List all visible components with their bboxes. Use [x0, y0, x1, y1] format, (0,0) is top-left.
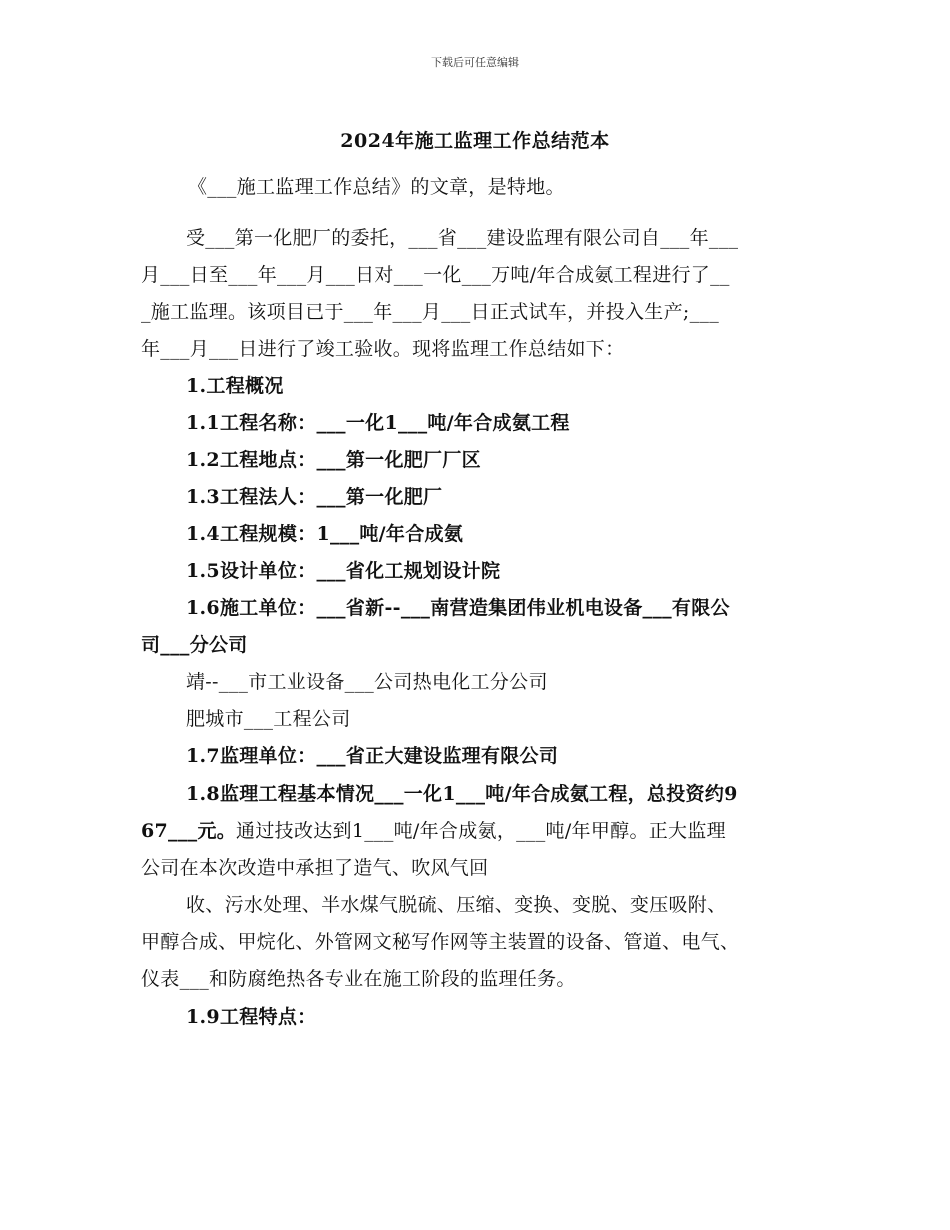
item-heading: 1.5设计单位：___省化工规划设计院	[186, 560, 501, 582]
item-heading: 1.4工程规模：1___吨/年合成氨	[186, 523, 464, 545]
item-heading-continued: 67___元。	[141, 820, 237, 842]
body-line: 受___第一化肥厂的委托，___省___建设监理有限公司自___年___	[186, 227, 739, 249]
document-title: 2024年施工监理工作总结范本	[340, 130, 610, 152]
item-heading: 1.2工程地点：___第一化肥厂厂区	[186, 449, 481, 471]
body-line	[141, 818, 821, 844]
item-heading: 1.7监理单位：___省正大建设监理有限公司	[186, 745, 559, 767]
body-line: 月___日至___年___月___日对___一化___万吨/年合成氨工程进行了__	[141, 264, 730, 286]
item-heading: 1.1工程名称：___一化1___吨/年合成氨工程	[186, 412, 570, 434]
body-line: 靖--___市工业设备___公司热电化工分公司	[186, 671, 548, 693]
body-line: 肥城市___工程公司	[186, 708, 351, 730]
item-heading: 1.6施工单位：___省新--___南营造集团伟业机电设备___有限公	[186, 597, 730, 619]
body-line: 公司在本次改造中承担了造气、吹风气回	[141, 857, 489, 879]
body-line: 甲醇合成、甲烷化、外管网文秘写作网等主装置的设备、管道、电气、	[141, 931, 740, 953]
item-heading: 1.8监理工程基本情况___一化1___吨/年合成氨工程，总投资约9	[186, 783, 738, 805]
intro-paragraph: 《___施工监理工作总结》的文章，是特地。	[188, 176, 565, 198]
body-line: 收、污水处理、半水煤气脱硫、压缩、变换、变脱、变压吸附、	[186, 894, 727, 916]
body-line: 仪表___和防腐绝热各专业在施工阶段的监理任务。	[141, 968, 576, 990]
item-heading-continued: 司___分公司	[141, 634, 248, 656]
item-heading: 1.3工程法人：___第一化肥厂	[186, 486, 443, 508]
header-note: 下载后可任意编辑	[431, 56, 519, 69]
section-heading: 1.工程概况	[186, 375, 284, 397]
item-heading: 1.9工程特点：	[186, 1006, 317, 1028]
body-text: 通过技改达到1___吨/年合成氨，___吨/年甲醇。正大监理	[236, 820, 726, 842]
body-line: 年___月___日进行了竣工验收。现将监理工作总结如下：	[141, 338, 625, 360]
body-line: _施工监理。该项目已于___年___月___日正式试车，并投入生产;___	[141, 301, 720, 323]
